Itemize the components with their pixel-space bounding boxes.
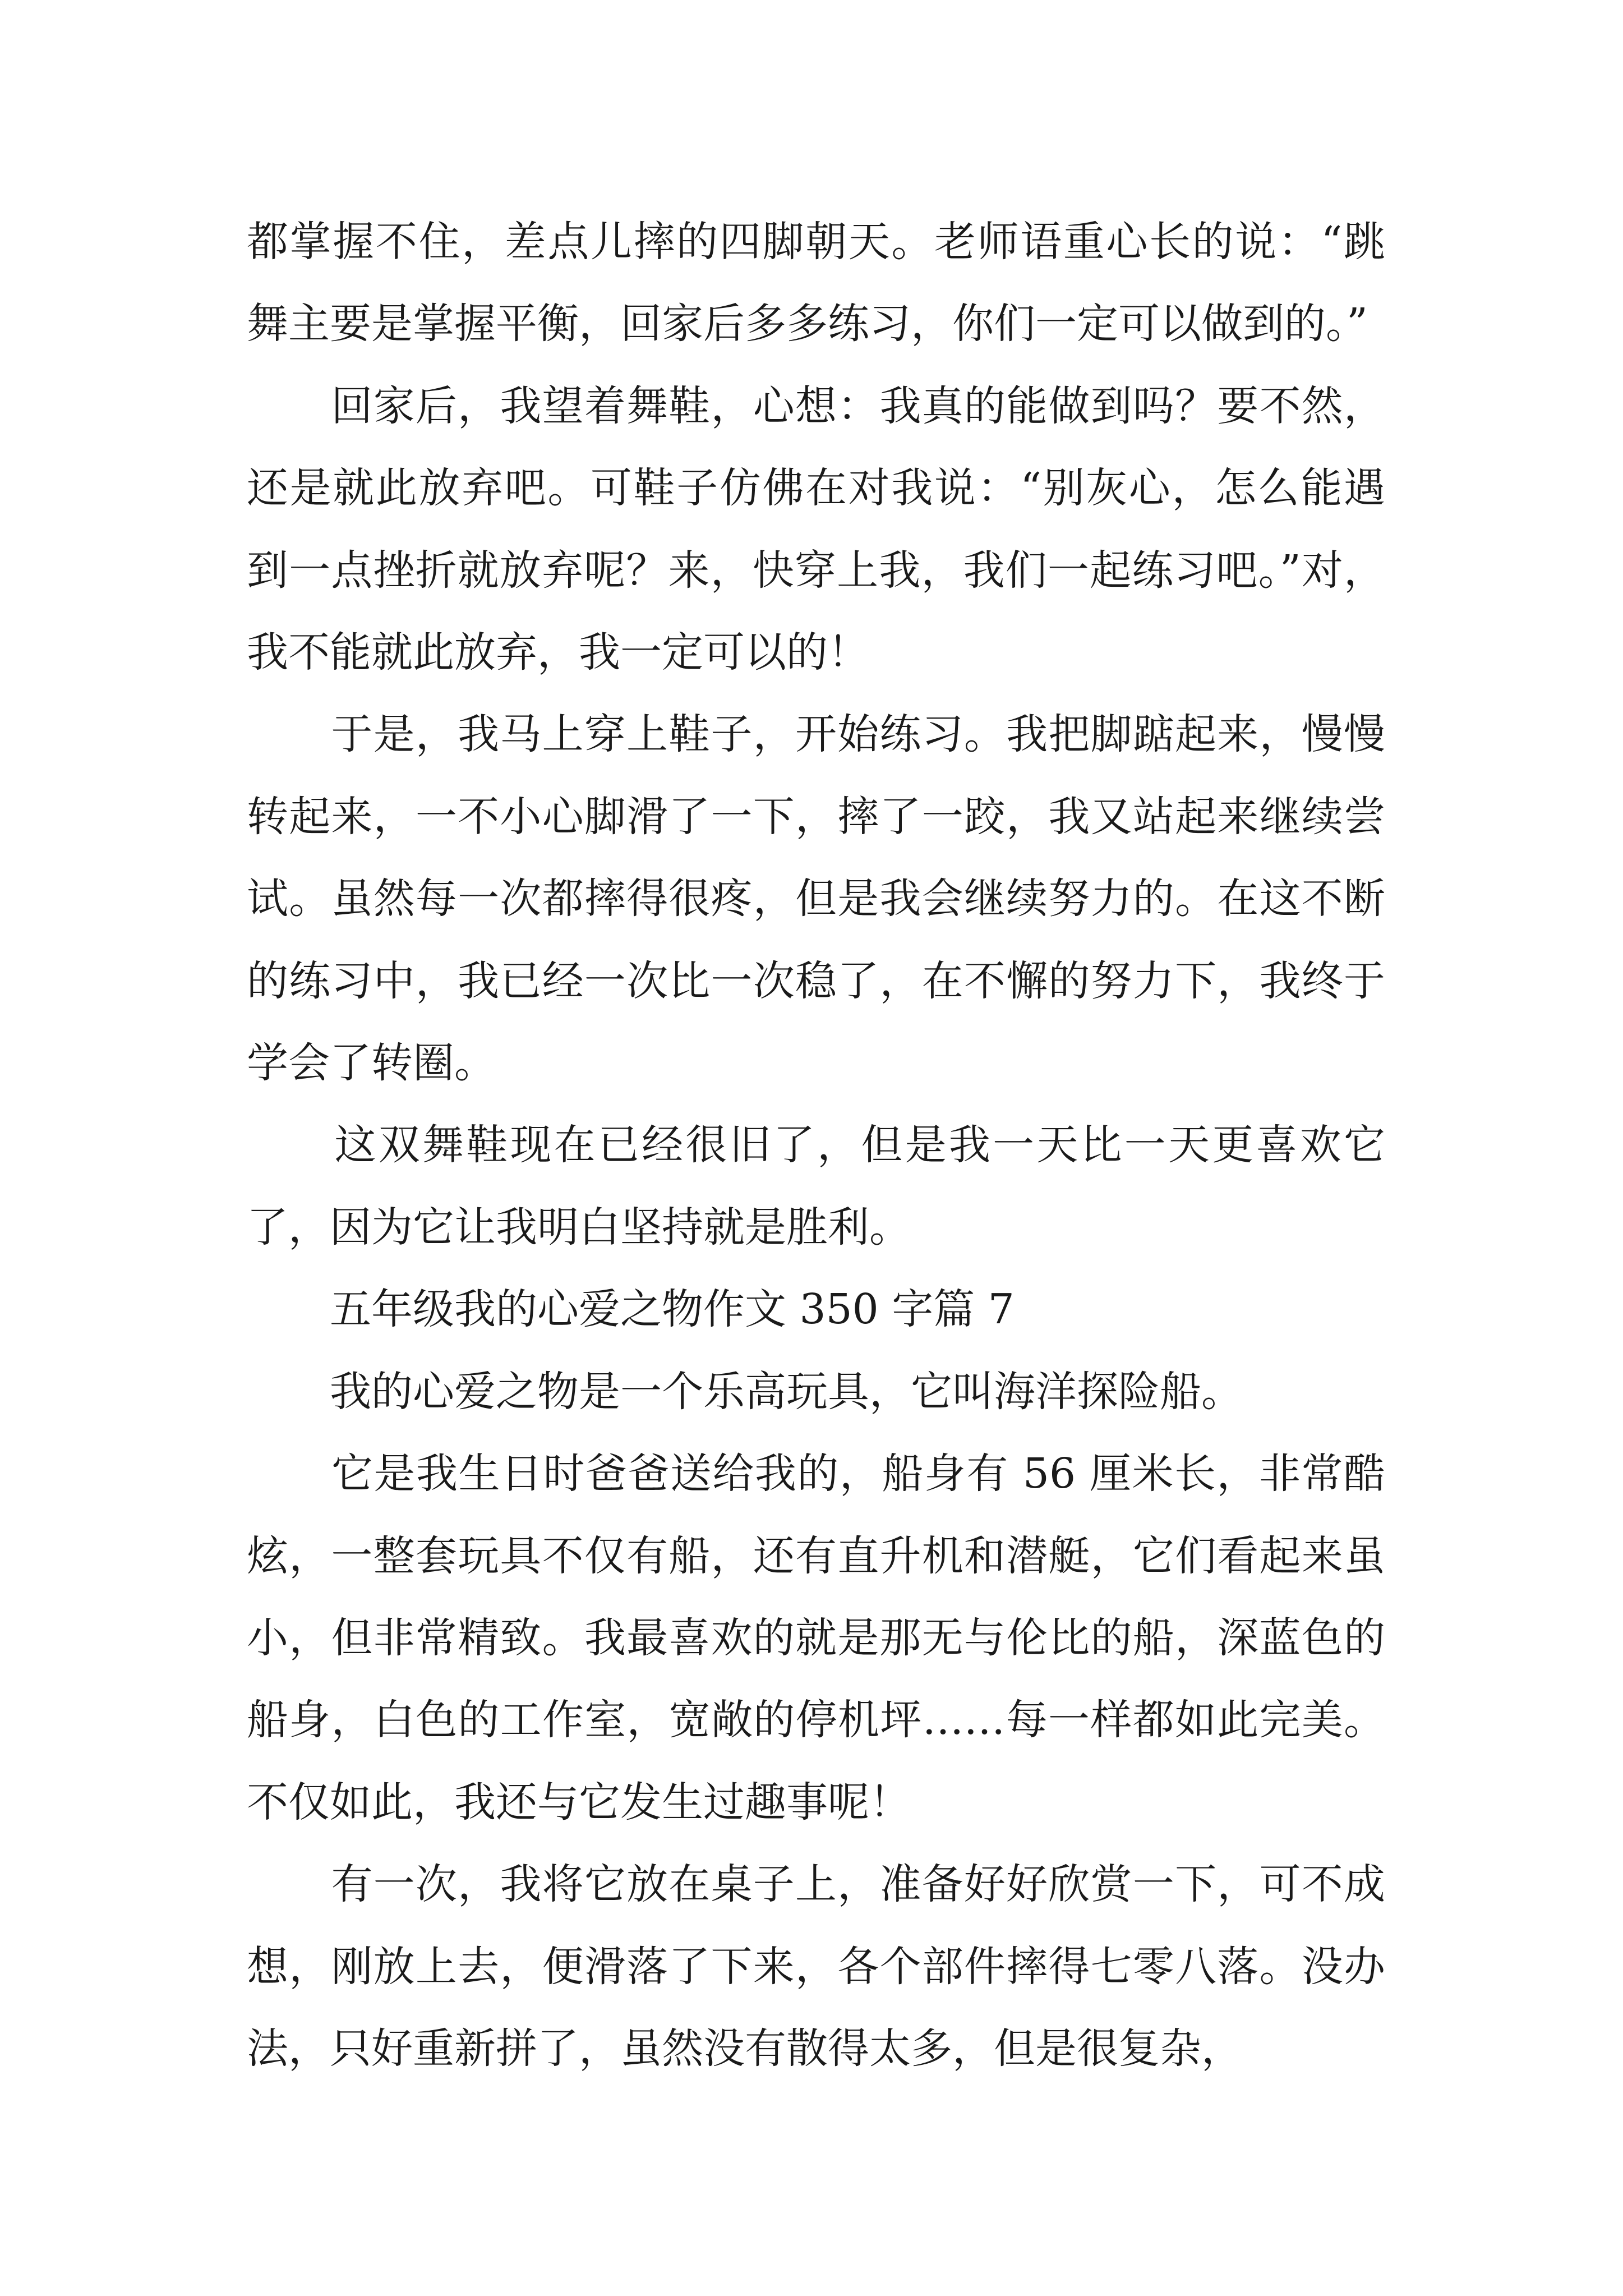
paragraph-5: 我的心爱之物是一个乐高玩具，它叫海洋探险船。 [247,1367,1243,1416]
section-heading: 五年级我的心爱之物作文 350 字篇 7 [247,1285,1015,1334]
paragraph-4: 这双舞鞋现在已经很旧了，但是我一天比一天更喜欢它了，因为它让我明白坚持就是胜利。 [247,1121,1385,1251]
paragraph-3: 于是，我马上穿上鞋子，开始练习。我把脚踮起来，慢慢转起来，一不小心脚滑了一下，摔了一跤，我又站起来继续尝试。虽然每一次都摔得很疼，但是我会继续努力的。在这不断的练习中，我已经一次比一次稳了，在不懈的努力下，我终于学会了转圈。 [247,710,1385,1088]
paragraph-6: 它是我生日时爸爸送给我的，船身有 56 厘米长，非常酷炫，一整套玩具不仅有船，还有直升机和潜艇，它们看起来虽小，但非常精致。我最喜欢的就是那无与伦比的船，深蓝色的船身，白色的工作室，宽敞的停机坪……每一样都如此完美。不仅如此，我还与它发生过趣事呢！ [247,1450,1385,1826]
paragraph-2: 回家后，我望着舞鞋，心想：我真的能做到吗？要不然，还是就此放弃吧。可鞋子仿佛在对我说：“别灰心，怎么能遇到一点挫折就放弃呢？来，快穿上我，我们一起练习吧。”对，我不能就此放弃，我一定可以的！ [247,381,1385,677]
paragraph-1: 都掌握不住，差点儿摔的四脚朝天。老师语重心长的说：“跳舞主要是掌握平衡，回家后多多练习，你们一定可以做到的。” [247,218,1385,348]
paragraph-7: 有一次，我将它放在桌子上，准备好好欣赏一下，可不成想，刚放上去，便滑落了下来，各个部件摔得七零八落。没办法，只好重新拼了，虽然没有散得太多，但是很复杂， [247,1860,1385,2073]
document-body [247,201,1385,2090]
